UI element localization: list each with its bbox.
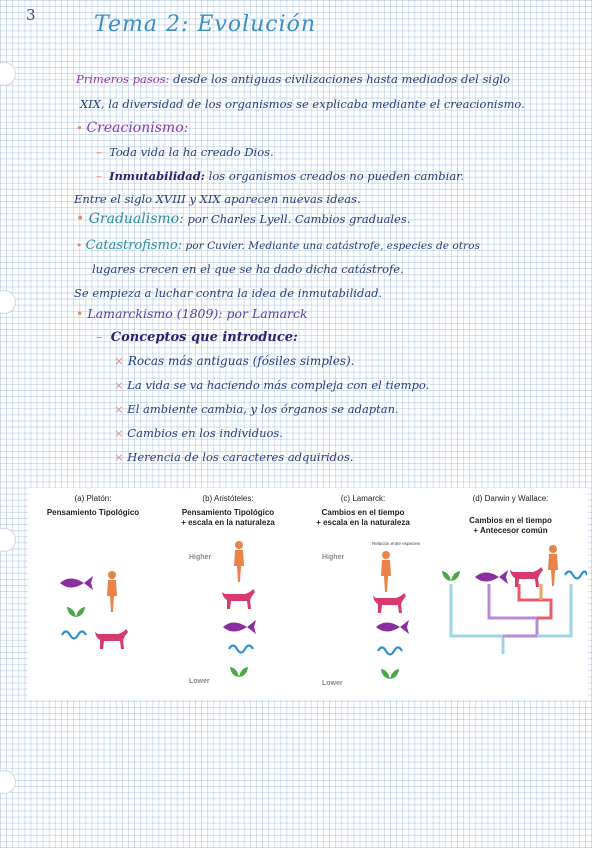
cross-marker: × xyxy=(114,426,128,440)
list-item: × Rocas más antiguas (fósiles simples). xyxy=(114,354,355,368)
higher-label: Higher xyxy=(189,554,212,561)
note-line xyxy=(76,306,308,321)
panel-title: Cambios en el tiempo xyxy=(469,516,552,525)
binder-hole xyxy=(0,770,16,794)
cross-marker: × xyxy=(114,354,128,368)
panel-label: (d) Darwin y Wallace: xyxy=(472,494,549,503)
human-icon xyxy=(545,544,561,588)
panel-lamarck xyxy=(298,488,428,700)
cross-marker: × xyxy=(114,378,128,392)
dash-marker: – xyxy=(96,169,110,183)
small-note: Relación entre especies xyxy=(372,541,421,546)
note-line: Se empieza a luchar contra la idea de inmutabilidad. xyxy=(74,286,383,300)
heading-lamarckismo: Lamarckismo (1809): por Lamarck xyxy=(87,306,308,321)
dash-marker: – xyxy=(96,330,111,345)
note-line: • Catastrofismo: por Cuvier. Mediante una catástrofe, especies de otros xyxy=(76,238,480,253)
wave-icon xyxy=(563,568,587,582)
bullet-dot: • xyxy=(76,240,86,252)
note-line xyxy=(96,330,298,345)
fish-icon xyxy=(473,568,509,586)
heading-conceptos: Conceptos que introduce: xyxy=(110,330,298,345)
lower-label: Lower xyxy=(322,680,343,687)
panel-title: Pensamiento Tipológico xyxy=(181,508,275,517)
binder-hole xyxy=(0,62,16,86)
panel-label: (c) Lamarck: xyxy=(340,494,386,503)
note-line xyxy=(76,120,188,136)
fish-icon xyxy=(374,618,410,636)
heading-gradualismo: Gradualismo: xyxy=(88,211,184,227)
fish-icon xyxy=(58,574,94,592)
dash-marker: – xyxy=(96,145,110,159)
dog-icon xyxy=(509,566,545,588)
panel-title: Cambios en el tiempo xyxy=(321,508,405,517)
heading-inmutabilidad: Inmutabilidad: xyxy=(109,169,206,183)
page-number: 3 xyxy=(26,6,36,24)
panel-label: (b) Aristóteles: xyxy=(202,494,254,503)
list-item: × Cambios en los individuos. xyxy=(114,426,283,440)
heading-primeros-pasos: Primeros pasos: xyxy=(76,72,170,86)
panel-aristoteles xyxy=(163,488,293,700)
dog-icon xyxy=(94,628,130,650)
bullet-dot: • xyxy=(76,306,88,321)
higher-label: Higher xyxy=(322,554,345,561)
binder-hole xyxy=(0,528,16,552)
panel-subtitle: + escala en la naturaleza xyxy=(316,518,410,527)
note-line: – Inmutabilidad: los organismos creados no pueden cambiar. xyxy=(96,169,465,183)
list-item: × Herencia de los caracteres adquiridos. xyxy=(114,450,354,464)
cross-marker: × xyxy=(114,402,128,416)
lower-label: Lower xyxy=(189,678,210,685)
human-icon xyxy=(378,550,394,594)
list-item: × La vida se va haciendo más compleja con el tiempo. xyxy=(114,378,430,392)
wave-icon xyxy=(227,642,255,656)
page-title: Tema 2: Evolución xyxy=(94,12,317,37)
note-line: – Toda vida la ha creado Dios. xyxy=(96,145,274,159)
panel-subtitle: + Antecesor común xyxy=(473,526,548,535)
note-line: • Gradualismo: por Charles Lyell. Cambios graduales. xyxy=(76,211,411,227)
plant-icon xyxy=(66,604,86,618)
panel-subtitle: + escala en la naturaleza xyxy=(181,518,275,527)
heading-catastrofismo: Catastrofismo: xyxy=(85,238,183,253)
panel-darwin-wallace xyxy=(433,488,588,700)
panel-title: Pensamiento Tipológico xyxy=(46,508,140,517)
plant-icon xyxy=(441,568,461,582)
list-item: × El ambiente cambia, y los órganos se adaptan. xyxy=(114,402,399,416)
panel-label: (a) Platón: xyxy=(74,494,112,503)
human-icon xyxy=(104,570,120,614)
wave-icon xyxy=(376,644,404,658)
binder-hole xyxy=(0,290,16,314)
dog-icon xyxy=(372,592,408,614)
note-line: XIX, la diversidad de los organismos se explicaba mediante el creacionismo. xyxy=(80,97,525,111)
wave-icon xyxy=(60,628,88,642)
plant-icon xyxy=(229,664,249,678)
evolution-figure xyxy=(28,488,588,700)
note-line: Primeros pasos: desde los antiguas civilizaciones hasta mediados del siglo xyxy=(76,72,511,86)
panel-platon xyxy=(28,488,158,700)
plant-icon xyxy=(380,666,400,680)
fish-icon xyxy=(221,618,257,636)
heading-creacionismo: Creacionismo: xyxy=(86,120,189,136)
dog-icon xyxy=(221,588,257,610)
bullet-dot: • xyxy=(76,121,87,135)
cross-marker: × xyxy=(114,450,128,464)
bullet-dot: • xyxy=(76,211,89,227)
note-line: lugares crecen en el que se ha dado dicha catástrofe. xyxy=(92,262,404,276)
note-line: Entre el siglo XVIII y XIX aparecen nuevas ideas. xyxy=(74,192,361,206)
human-icon xyxy=(231,540,247,584)
